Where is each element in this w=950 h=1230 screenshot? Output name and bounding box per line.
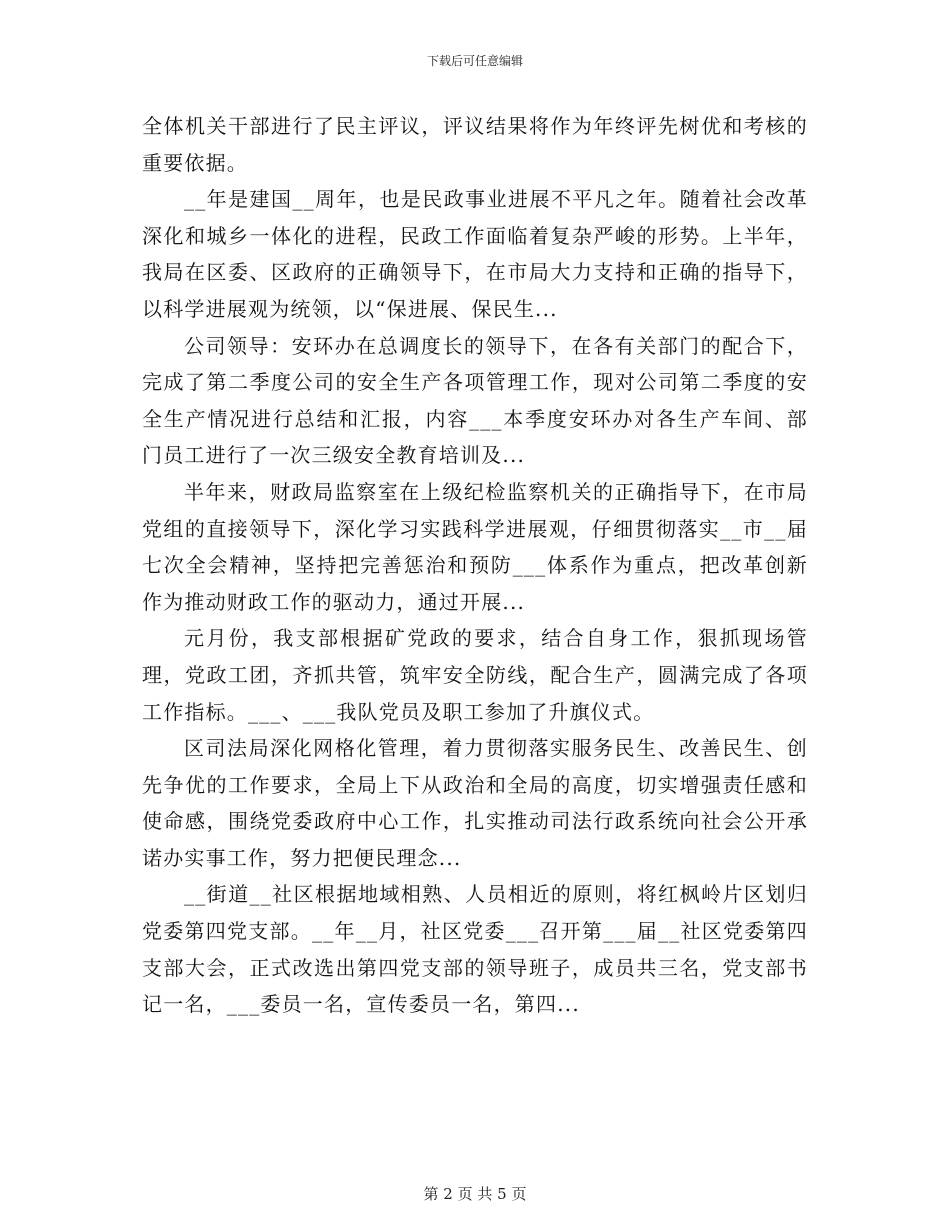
- page-number-footer: 第 2 页 共 5 页: [423, 1185, 527, 1203]
- paragraph-5: 元月份，我支部根据矿党政的要求，结合自身工作，狠抓现场管理，党政工团，齐抓共管，筑牢安全防线，配合生产，圆满完成了各项工作指标。___、___我队党员及职工参加了升旗仪式。: [142, 626, 808, 724]
- page-header: 下载后可任意编辑: [426, 54, 523, 68]
- paragraph-1: 全体机关干部进行了民主评议，评议结果将作为年终评先树优和考核的重要依据。: [142, 114, 808, 175]
- paragraph-2: __年是建国__周年，也是民政事业进展不平凡之年。随着社会改革深化和城乡一体化的进程，民政工作面临着复杂严峻的形势。上半年，我局在区委、区政府的正确领导下，在市局大力支持和正确的指导下，以科学进展观为统领，以“保进展、保民生...: [142, 187, 808, 321]
- paragraph-7: __街道__社区根据地域相熟、人员相近的原则，将红枫岭片区划归党委第四党支部。__年__月，社区党委___召开第___届__社区党委第四支部大会，正式改选出第四党支部的领导班子，成员共三名，党支部书记一名，___委员一名，宣传委员一名，第四...: [142, 882, 808, 1017]
- document-body: [142, 108, 808, 1023]
- paragraph-6: 区司法局深化网格化管理，着力贯彻落实服务民生、改善民生、创先争优的工作要求，全局上下从政治和全局的高度，切实增强责任感和使命感，围绕党委政府中心工作，扎实推动司法行政系统向社会公开承诺办实事工作，努力把便民理念...: [142, 736, 808, 870]
- paragraph-3: 公司领导：安环办在总调度长的领导下，在各有关部门的配合下，完成了第二季度公司的安全生产各项管理工作，现对公司第二季度的安全生产情况进行总结和汇报，内容___本季度安环办对各生产车间、部门员工进行了一次三级安全教育培训及...: [142, 333, 808, 468]
- paragraph-4: 半年来，财政局监察室在上级纪检监察机关的正确指导下，在市局党组的直接领导下，深化学习实践科学进展观，仔细贯彻落实__市__届七次全会精神，坚持把完善惩治和预防___体系作为重点，把改革创新作为推动财政工作的驱动力，通过开展...: [142, 479, 808, 614]
